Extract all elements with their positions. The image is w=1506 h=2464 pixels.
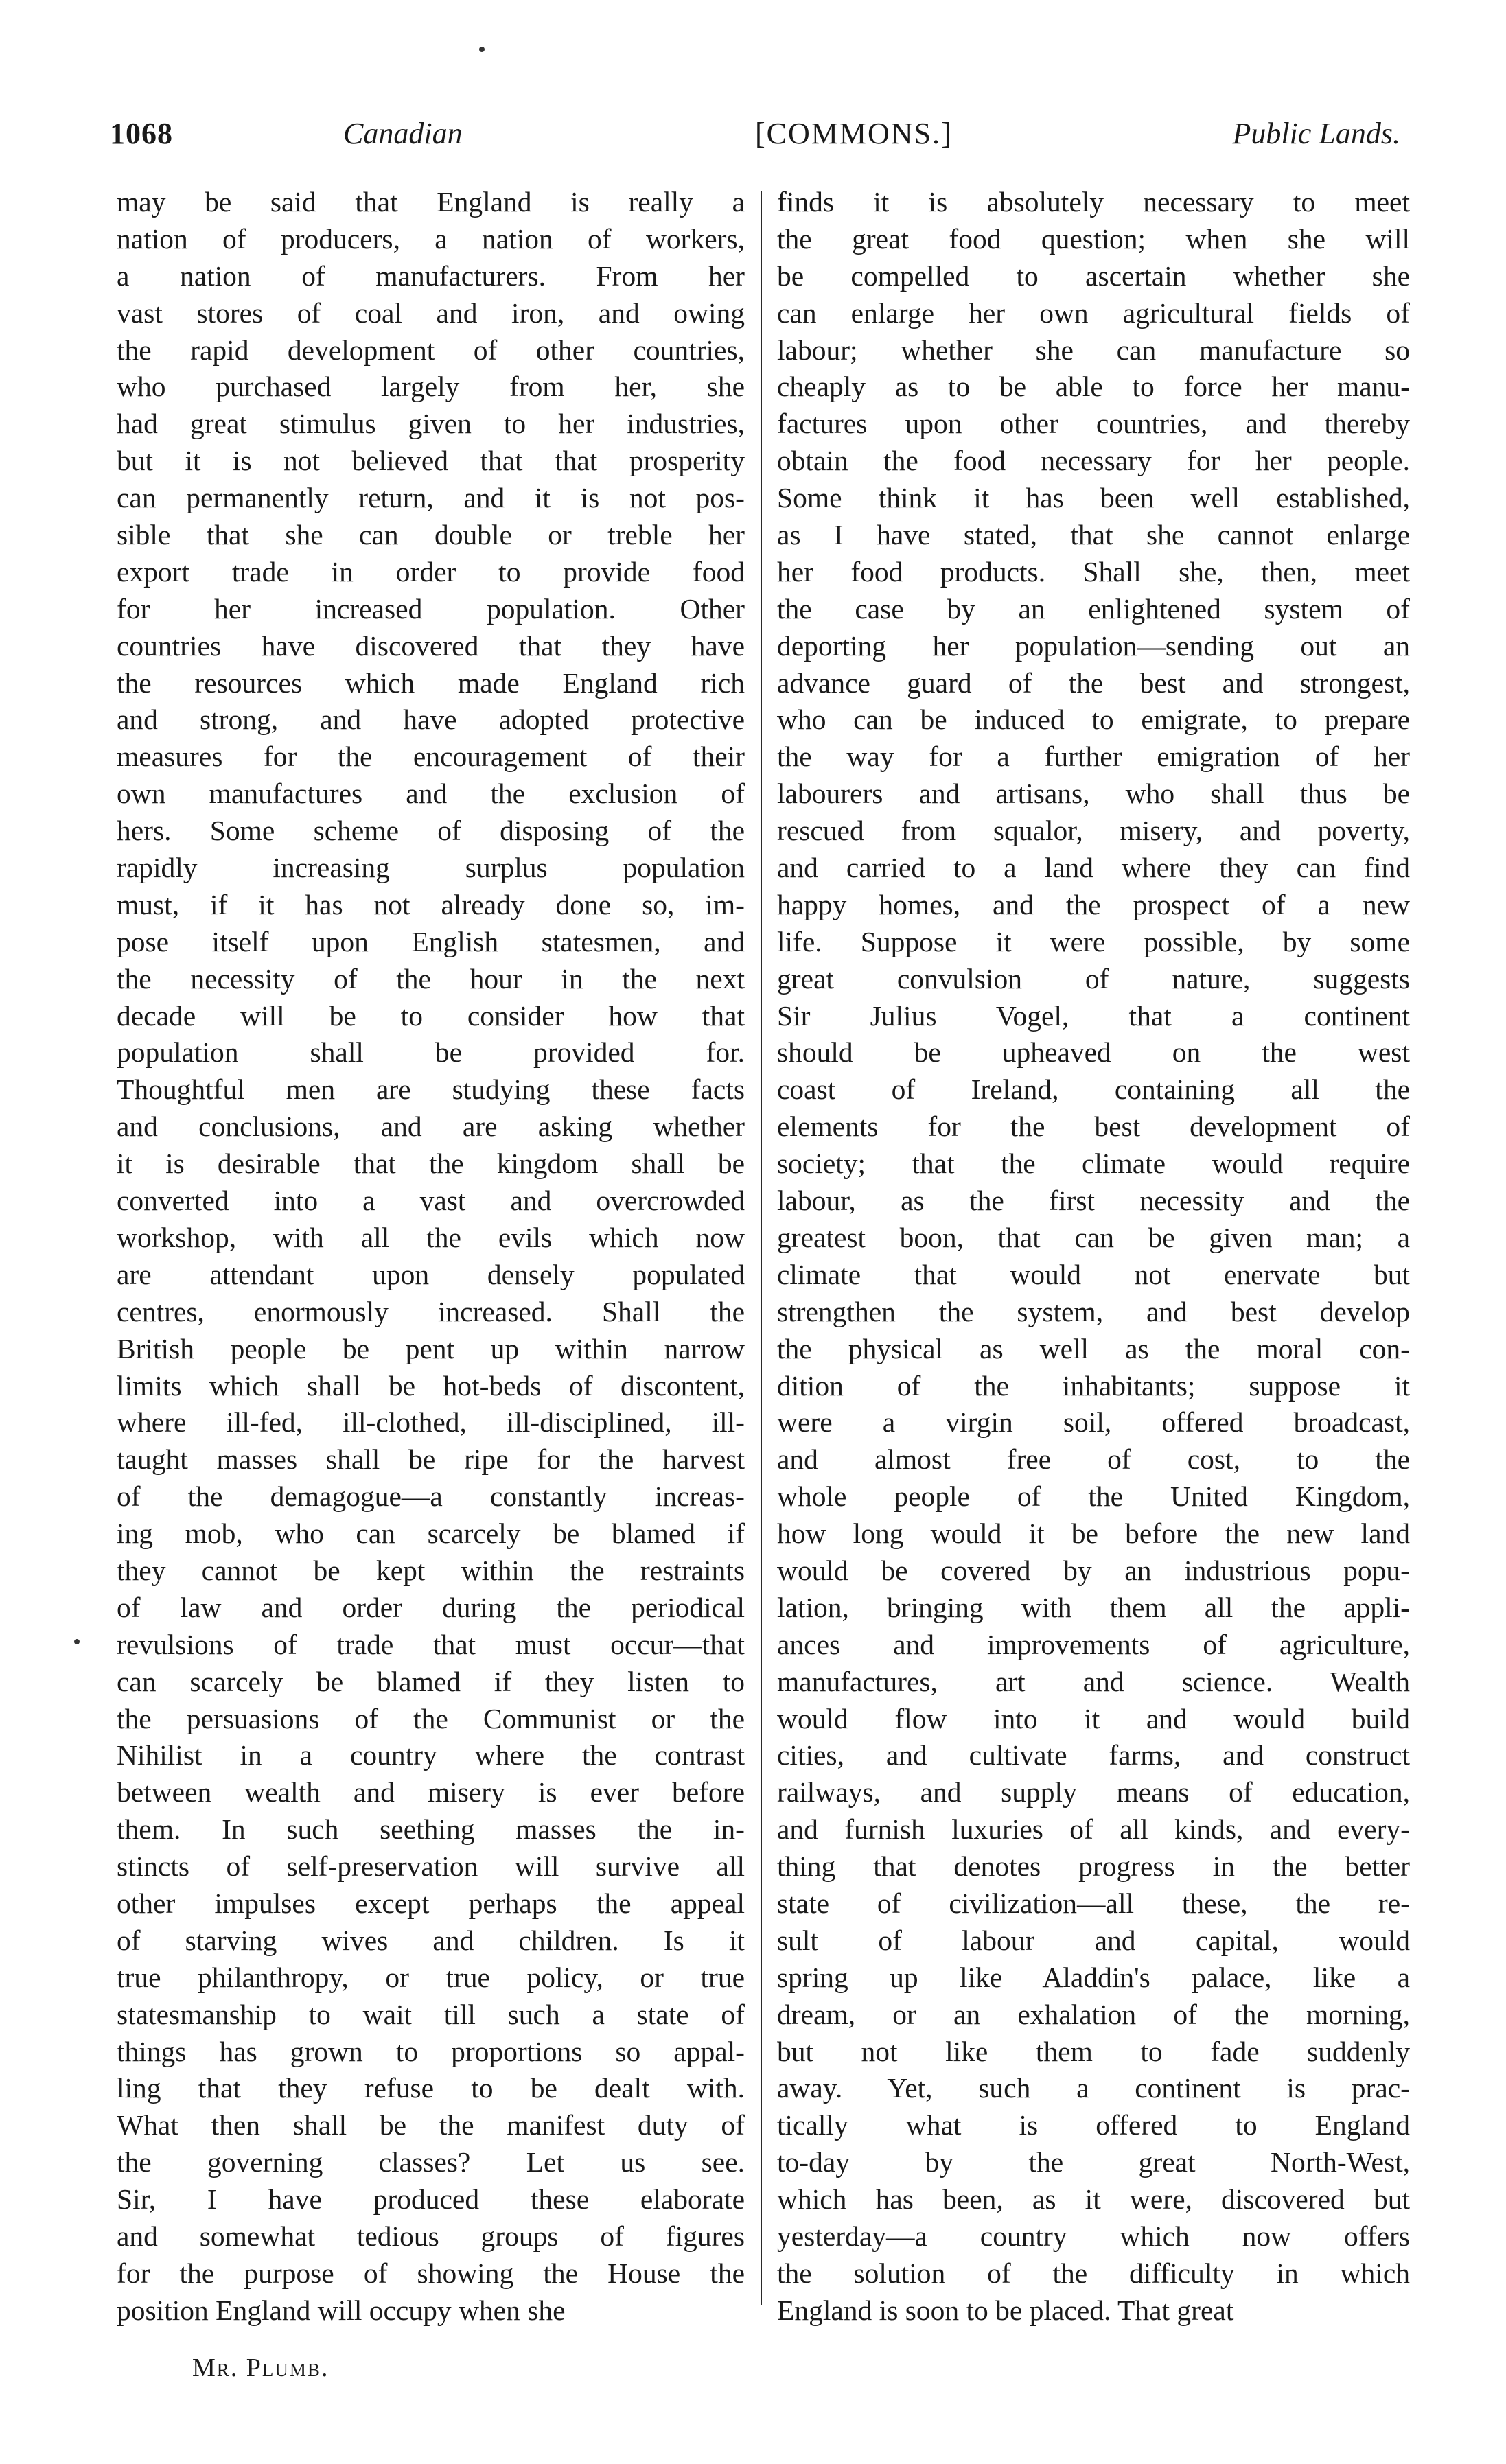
right-column-line: sult of labour and capital, would <box>777 1924 1410 1956</box>
right-column-line: England is soon to be placed. That great <box>777 2294 1234 2326</box>
left-column-line: stincts of self-preservation will survive all <box>117 1850 745 1883</box>
left-column-line: but it is not believed that that prosperity <box>117 445 745 477</box>
left-column-line: taught masses shall be ripe for the harvest <box>117 1443 745 1476</box>
right-column-line: climate that would not enervate but <box>777 1258 1410 1290</box>
left-column-line: rapidly increasing surplus population <box>117 852 745 884</box>
right-column-line: the great food question; when she will <box>777 222 1410 255</box>
left-column-line: of starving wives and children. Is it <box>117 1924 745 1956</box>
right-column-line: advance guard of the best and strongest, <box>777 666 1410 699</box>
left-column-line: other impulses except perhaps the appeal <box>117 1887 745 1919</box>
right-column-line: her food products. Shall she, then, meet <box>777 555 1410 588</box>
right-column-line: whole people of the United Kingdom, <box>777 1480 1410 1513</box>
left-column-line: Thoughtful men are studying these facts <box>117 1073 745 1106</box>
right-column-line: spring up like Aladdin's palace, like a <box>777 1961 1410 1993</box>
left-column <box>117 184 745 2329</box>
left-column-line: revulsions of trade that must occur—that <box>117 1628 745 1660</box>
right-column-line: would flow into it and would build <box>777 1702 1410 1734</box>
column-divider <box>761 191 762 2305</box>
right-column-line: labourers and artisans, who shall thus be <box>777 778 1410 810</box>
right-column-line: the physical as well as the moral con- <box>777 1332 1410 1364</box>
left-column-line: who purchased largely from her, she <box>117 371 745 403</box>
right-column-line: elements for the best development of <box>777 1111 1410 1143</box>
right-column-line: the solution of the difficulty in which <box>777 2257 1410 2289</box>
speck-mark-top <box>479 47 485 52</box>
right-column-line: coast of Ireland, containing all the <box>777 1073 1410 1106</box>
left-column-line: things has grown to proportions so appal- <box>117 2035 745 2067</box>
left-column-line: nation of producers, a nation of workers, <box>117 222 745 255</box>
left-column-line: What then shall be the manifest duty of <box>117 2109 745 2141</box>
left-column-line: the rapid development of other countries, <box>117 334 745 366</box>
left-column-line: had great stimulus given to her industries, <box>117 408 745 440</box>
right-column-line: great convulsion of nature, suggests <box>777 962 1410 995</box>
right-column-line: rescued from squalor, misery, and poverty, <box>777 815 1410 847</box>
left-column-line: statesmanship to wait till such a state of <box>117 1998 745 2030</box>
right-column-line: be compelled to ascertain whether she <box>777 259 1410 292</box>
right-column-line: how long would it be before the new land <box>777 1518 1410 1550</box>
right-column-line: state of civilization—all these, the re- <box>777 1887 1410 1919</box>
right-column-line: and carried to a land where they can find <box>777 852 1410 884</box>
right-column-line: dition of the inhabitants; suppose it <box>777 1369 1410 1402</box>
left-column-line: and somewhat tedious groups of figures <box>117 2220 745 2252</box>
right-column-line: finds it is absolutely necessary to meet <box>777 186 1410 218</box>
left-column-line: can scarcely be blamed if they listen to <box>117 1665 745 1697</box>
left-column-line: population shall be provided for. <box>117 1036 745 1069</box>
right-column-line: cities, and cultivate farms, and construct <box>777 1739 1410 1771</box>
left-column-line: centres, enormously increased. Shall the <box>117 1295 745 1327</box>
left-column-line: them. In such seething masses the in- <box>117 1813 745 1846</box>
right-column-line: society; that the climate would require <box>777 1148 1410 1180</box>
right-column-line: can enlarge her own agricultural fields of <box>777 297 1410 329</box>
left-column-line: can permanently return, and it is not pos- <box>117 482 745 514</box>
right-column-line: greatest boon, that can be given man; a <box>777 1221 1410 1253</box>
left-column-line: measures for the encouragement of their <box>117 741 745 773</box>
left-column-line: for her increased population. Other <box>117 592 745 625</box>
left-column-line: the governing classes? Let us see. <box>117 2146 745 2178</box>
left-column-line: they cannot be kept within the restraints <box>117 1554 745 1586</box>
left-column-line: converted into a vast and overcrowded <box>117 1185 745 1217</box>
left-column-line: ling that they refuse to be dealt with. <box>117 2072 745 2104</box>
left-column-line: hers. Some scheme of disposing of the <box>117 815 745 847</box>
right-column-line: strengthen the system, and best develop <box>777 1295 1410 1327</box>
right-column-line: factures upon other countries, and thereby <box>777 408 1410 440</box>
left-column-line: British people be pent up within narrow <box>117 1332 745 1364</box>
left-column-line: and conclusions, and are asking whether <box>117 1111 745 1143</box>
right-column-line: dream, or an exhalation of the morning, <box>777 1998 1410 2030</box>
left-column-line: position England will occupy when she <box>117 2294 566 2326</box>
left-column-line: may be said that England is really a <box>117 186 745 218</box>
left-column-line: Nihilist in a country where the contrast <box>117 1739 745 1771</box>
left-column-line: Sir, I have produced these elaborate <box>117 2183 745 2216</box>
right-column-line: Some think it has been well established, <box>777 482 1410 514</box>
left-column-line: pose itself upon English statesmen, and <box>117 925 745 957</box>
right-column-line: tically what is offered to England <box>777 2109 1410 2141</box>
left-column-line: it is desirable that the kingdom shall be <box>117 1148 745 1180</box>
right-column-line: who can be induced to emigrate, to prepare <box>777 704 1410 736</box>
left-column-line: the persuasions of the Communist or the <box>117 1702 745 1734</box>
left-column-line: the necessity of the hour in the next <box>117 962 745 995</box>
left-column-line: of law and order during the periodical <box>117 1591 745 1623</box>
right-column-line: railways, and supply means of education, <box>777 1776 1410 1809</box>
left-column-line: between wealth and misery is ever before <box>117 1776 745 1809</box>
right-column-line: which has been, as it were, discovered but <box>777 2183 1410 2216</box>
right-column-line: yesterday—a country which now offers <box>777 2220 1410 2252</box>
right-column-line: the way for a further emigration of her <box>777 741 1410 773</box>
left-column-line: vast stores of coal and iron, and owing <box>117 297 745 329</box>
right-column-line: but not like them to fade suddenly <box>777 2035 1410 2067</box>
right-column-line: cheaply as to be able to force her manu- <box>777 371 1410 403</box>
right-column-line: ances and improvements of agriculture, <box>777 1628 1410 1660</box>
speck-mark-left <box>74 1639 80 1644</box>
left-column-line: export trade in order to provide food <box>117 555 745 588</box>
left-column-line: own manufactures and the exclusion of <box>117 778 745 810</box>
left-column-line: a nation of manufacturers. From her <box>117 259 745 292</box>
left-column-line: where ill-fed, ill-clothed, ill-disciplined, ill- <box>117 1406 745 1439</box>
speaker-footer: Mr. Plumb. <box>192 2353 329 2382</box>
header-left-title: Canadian <box>343 117 463 150</box>
left-column-line: of the demagogue—a constantly increas- <box>117 1480 745 1513</box>
page-number: 1068 <box>110 117 173 150</box>
left-column-line: are attendant upon densely populated <box>117 1258 745 1290</box>
left-column-line: the resources which made England rich <box>117 666 745 699</box>
right-column-line: Sir Julius Vogel, that a continent <box>777 999 1410 1032</box>
right-column-line: would be covered by an industrious popu- <box>777 1554 1410 1586</box>
header-center-title: [COMMONS.] <box>755 117 953 150</box>
right-column-line: away. Yet, such a continent is prac- <box>777 2072 1410 2104</box>
left-column-line: sible that she can double or treble her <box>117 519 745 551</box>
right-column-line: life. Suppose it were possible, by some <box>777 925 1410 957</box>
right-column-line: were a virgin soil, offered broadcast, <box>777 1406 1410 1439</box>
right-column <box>777 184 1410 2329</box>
running-header <box>110 110 1414 158</box>
right-column-line: and furnish luxuries of all kinds, and every- <box>777 1813 1410 1846</box>
left-column-line: workshop, with all the evils which now <box>117 1221 745 1253</box>
left-column-line: must, if it has not already done so, im- <box>117 888 745 920</box>
right-column-line: thing that denotes progress in the better <box>777 1850 1410 1883</box>
left-column-line: limits which shall be hot-beds of discontent, <box>117 1369 745 1402</box>
right-column-line: and almost free of cost, to the <box>777 1443 1410 1476</box>
left-column-line: decade will be to consider how that <box>117 999 745 1032</box>
right-column-line: deporting her population—sending out an <box>777 629 1410 662</box>
right-column-line: should be upheaved on the west <box>777 1036 1410 1069</box>
right-column-line: as I have stated, that she cannot enlarge <box>777 519 1410 551</box>
right-column-line: labour, as the first necessity and the <box>777 1185 1410 1217</box>
right-column-line: lation, bringing with them all the appli- <box>777 1591 1410 1623</box>
left-column-line: and strong, and have adopted protective <box>117 704 745 736</box>
right-column-line: to-day by the great North-West, <box>777 2146 1410 2178</box>
left-column-line: for the purpose of showing the House the <box>117 2257 745 2289</box>
right-column-line: the case by an enlightened system of <box>777 592 1410 625</box>
right-column-line: manufactures, art and science. Wealth <box>777 1665 1410 1697</box>
right-column-line: happy homes, and the prospect of a new <box>777 888 1410 920</box>
header-right-title: Public Lands. <box>1232 117 1400 150</box>
left-column-line: ing mob, who can scarcely be blamed if <box>117 1518 745 1550</box>
right-column-line: labour; whether she can manufacture so <box>777 334 1410 366</box>
right-column-line: obtain the food necessary for her people. <box>777 445 1410 477</box>
left-column-line: countries have discovered that they have <box>117 629 745 662</box>
left-column-line: true philanthropy, or true policy, or true <box>117 1961 745 1993</box>
